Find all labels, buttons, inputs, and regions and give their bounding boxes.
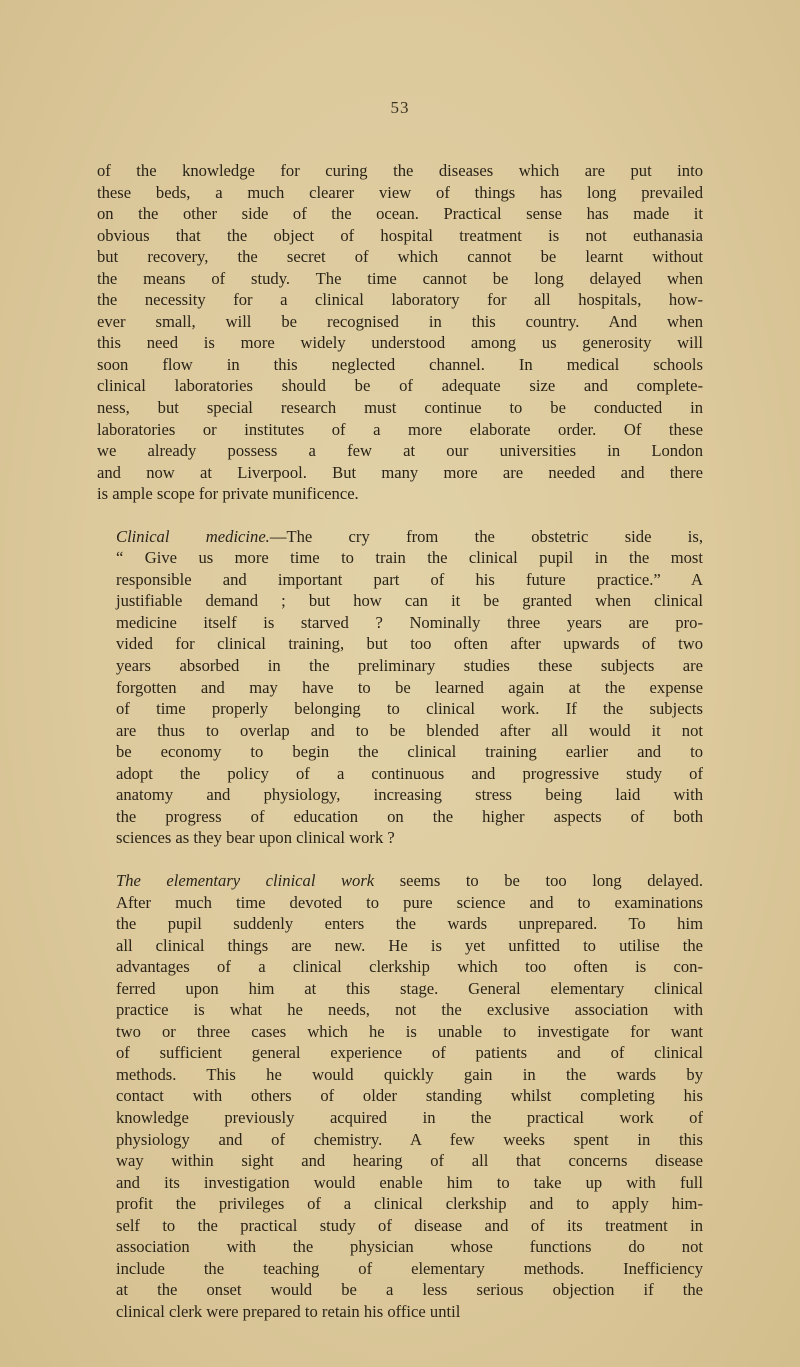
text-line: responsible and important part of his future practice.” A bbox=[116, 569, 703, 589]
text-line: knowledge previously acquired in the practical work of bbox=[116, 1107, 703, 1127]
text-line: “ Give us more time to train the clinical pupil in the most bbox=[116, 548, 703, 568]
text-line: but recovery, the secret of which cannot be learnt without bbox=[97, 247, 703, 267]
text-fragment: seems to be too long delayed. bbox=[374, 870, 703, 890]
text-line: medicine itself is starved ? Nominally three years are pro- bbox=[116, 612, 703, 632]
text-line: be economy to begin the clinical training earlier and to bbox=[116, 742, 703, 762]
page-number: 53 bbox=[390, 98, 410, 117]
section-lead-elementary-clinical-work: The elementary clinical work bbox=[116, 870, 375, 890]
text-line: laboratories or institutes of a more elaborate order. Of these bbox=[97, 419, 703, 439]
text-line: obvious that the object of hospital treatment is not euthanasia bbox=[97, 225, 703, 245]
section-lead-clinical-medicine: Clinical medicine. bbox=[116, 526, 270, 546]
text-line: and its investigation would enable him to take up with full bbox=[116, 1172, 703, 1192]
text-line: the progress of education on the higher aspects of both bbox=[116, 806, 703, 826]
text-line: and now at Liverpool. But many more are needed and there bbox=[97, 462, 703, 482]
text-line: the means of study. The time cannot be long delayed when bbox=[97, 268, 703, 288]
text-line: practice is what he needs, not the exclusive association with bbox=[116, 1000, 703, 1020]
text-line: at the onset would be a less serious objection if the bbox=[116, 1280, 703, 1300]
text-line: justifiable demand ; but how can it be granted when clinical bbox=[116, 591, 703, 611]
text-line: years absorbed in the preliminary studies these subjects are bbox=[116, 656, 703, 676]
text-line: are thus to overlap and to be blended after all would it not bbox=[116, 720, 703, 740]
text-line: this need is more widely understood among us generosity will bbox=[97, 333, 703, 353]
text-line: clinical clerk were prepared to retain his office until bbox=[116, 1301, 461, 1321]
text-line: physiology and of chemistry. A few weeks spent in this bbox=[116, 1129, 703, 1149]
text-line: include the teaching of elementary methods. Inefficiency bbox=[116, 1258, 703, 1278]
text-line: of the knowledge for curing the diseases which are put into bbox=[97, 161, 703, 180]
text-line: these beds, a much clearer view of things has long prevailed bbox=[97, 182, 703, 202]
text-line: association with the physician whose functions do not bbox=[116, 1237, 703, 1257]
text-line: clinical laboratories should be of adequate size and complete- bbox=[97, 376, 703, 396]
paragraph-laboratories bbox=[97, 160, 703, 505]
text-line: ness, but special research must continue to be conducted in bbox=[97, 398, 703, 418]
text-line: adopt the policy of a continuous and progressive study of bbox=[116, 763, 703, 783]
text-line: on the other side of the ocean. Practical sense has made it bbox=[97, 204, 703, 224]
text-fragment: —The cry from the obstetric side is, bbox=[269, 526, 703, 546]
text-line: soon flow in this neglected channel. In medical schools bbox=[97, 354, 703, 374]
text-line: ferred upon him at this stage. General elementary clinical bbox=[116, 978, 703, 998]
text-line: After much time devoted to pure science and to examinations bbox=[116, 892, 703, 912]
text-line: two or three cases which he is unable to investigate for want bbox=[116, 1021, 703, 1041]
text-line: we already possess a few at our universities in London bbox=[97, 441, 703, 461]
paragraph-clinical-medicine bbox=[97, 526, 703, 849]
text-line: of time properly belonging to clinical work. If the subjects bbox=[116, 699, 703, 719]
text-line: methods. This he would quickly gain in the wards by bbox=[116, 1064, 703, 1084]
text-line: self to the practical study of disease and of its treatment in bbox=[116, 1215, 703, 1235]
text-line: the pupil suddenly enters the wards unprepared. To him bbox=[116, 914, 703, 934]
text-line: is ample scope for private munificence. bbox=[97, 484, 359, 504]
text-line bbox=[97, 526, 703, 548]
text-line bbox=[97, 870, 703, 892]
paragraph-elementary-clinical-work bbox=[97, 870, 703, 1322]
text-line: ever small, will be recognised in this country. And when bbox=[97, 311, 703, 331]
text-line: contact with others of older standing whilst completing his bbox=[116, 1086, 703, 1106]
body-text bbox=[97, 160, 703, 1343]
text-line: vided for clinical training, but too often after upwards of two bbox=[116, 634, 703, 654]
text-line: advantages of a clinical clerkship which too often is con- bbox=[116, 957, 703, 977]
text-line: all clinical things are new. He is yet unfitted to utilise the bbox=[116, 935, 703, 955]
text-line: of sufficient general experience of patients and of clinical bbox=[116, 1043, 703, 1063]
text-line: the necessity for a clinical laboratory for all hospitals, how- bbox=[97, 290, 703, 310]
text-line: profit the privileges of a clinical clerkship and to apply him- bbox=[116, 1194, 703, 1214]
text-line: forgotten and may have to be learned again at the expense bbox=[116, 677, 703, 697]
text-line: sciences as they bear upon clinical work ? bbox=[116, 828, 395, 848]
text-line: anatomy and physiology, increasing stress being laid with bbox=[116, 785, 703, 805]
text-line: way within sight and hearing of all that concerns disease bbox=[116, 1151, 703, 1171]
